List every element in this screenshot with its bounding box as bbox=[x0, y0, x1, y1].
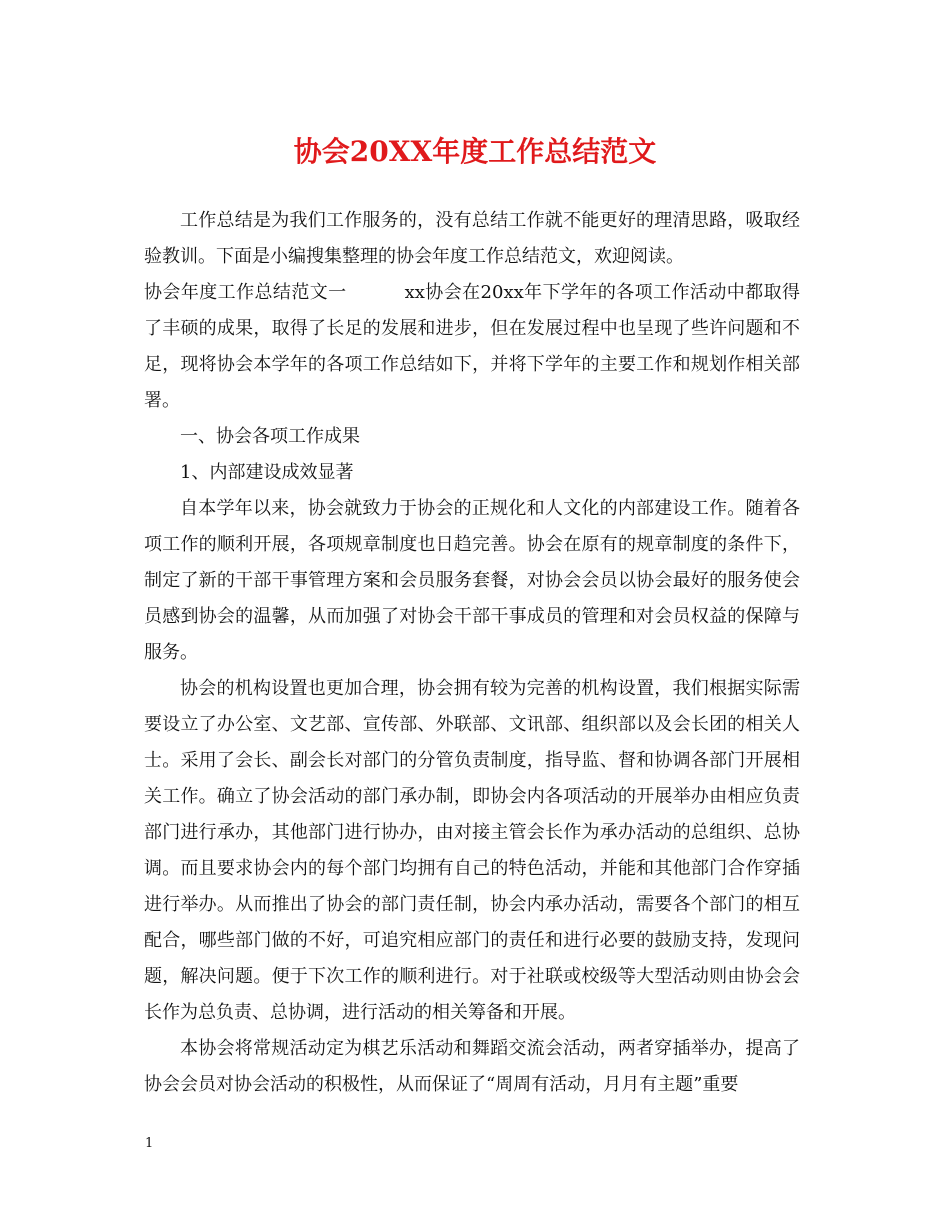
document-body bbox=[144, 203, 800, 1103]
heading-internal-building: 1、内部建设成效显著 bbox=[180, 462, 354, 483]
body-paragraph: 本协会将常规活动定为棋艺乐活动和舞蹈交流会活动，两者穿插举办，提高了协会会员对协会活动的积极性，从而保证了“周周有活动，月月有主题”重要 bbox=[144, 1038, 800, 1095]
body-paragraph: 协会的机构设置也更加合理，协会拥有较为完善的机构设置，我们根据实际需要设立了办公室、文艺部、宣传部、外联部、文讯部、组织部以及会长团的相关人士。采用了会长、副会长对部门的分管负责制度，指导监、督和协调各部门开展相关工作。确立了协会活动的部门承办制，即协会内各项活动的开展举办由相应负责部门进行承办，其他部门进行协办，由对接主管会长作为承办活动的总组织、总协调。而且要求协会内的每个部门均拥有自己的特色活动，并能和其他部门合作穿插进行举办。从而推出了协会的部门责任制，协会内承办活动，需要各个部门的相互配合，哪些部门做的不好，可追究相应部门的责任和进行必要的鼓励支持，发现问题，解决问题。便于下次工作的顺利进行。对于社联或校级等大型活动则由协会会长作为总负责、总协调，进行活动的相关筹备和开展。 bbox=[144, 678, 800, 1023]
heading-achievements: 一、协会各项工作成果 bbox=[180, 426, 360, 447]
intro-paragraph: 工作总结是为我们工作服务的，没有总结工作就不能更好的理清思路，吸取经验教训。下面是小编搜集整理的协会年度工作总结范文，欢迎阅读。 bbox=[144, 210, 800, 267]
section-one-paragraph bbox=[144, 275, 800, 419]
document-title: 协会20XX年度工作总结范文 bbox=[293, 135, 657, 168]
page-number: 1 bbox=[145, 1136, 154, 1151]
body-paragraph: 自本学年以来，协会就致力于协会的正规化和人文化的内部建设工作。随着各项工作的顺利开展，各项规章制度也日趋完善。协会在原有的规章制度的条件下，制定了新的干部干事管理方案和会员服务套餐，对协会会员以协会最好的服务使会员感到协会的温馨，从而加强了对协会干部干事成员的管理和对会员权益的保障与服务。 bbox=[144, 498, 800, 663]
section-one-label: 协会年度工作总结范文一 bbox=[144, 282, 347, 303]
section-one-text: xx协会在20xx年下学年的各项工作活动中都取得了丰硕的成果，取得了长足的发展和进步，但在发展过程中也呈现了些许问题和不足，现将协会本学年的各项工作总结如下，并将下学年的主要工作和规划作相关部署。 bbox=[144, 282, 800, 411]
